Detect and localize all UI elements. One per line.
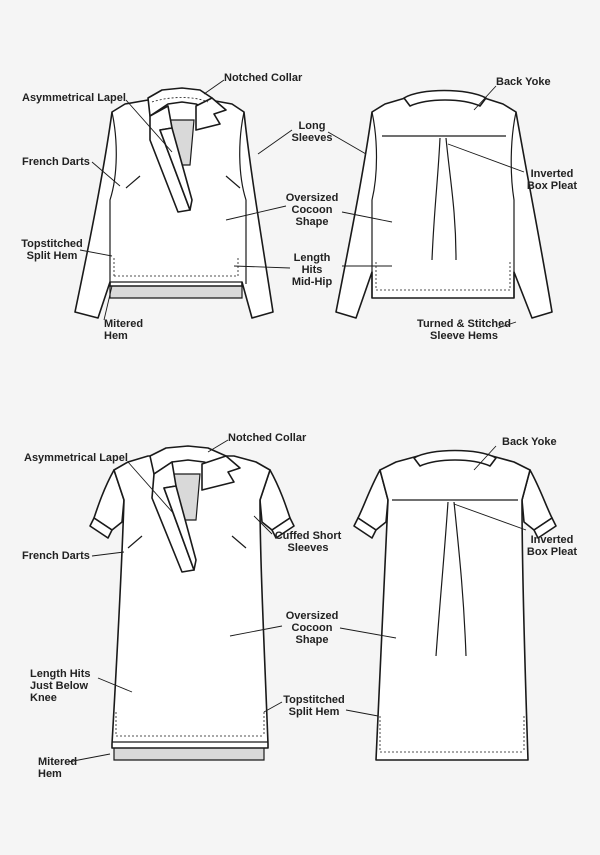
dress-front-drawing: [90, 446, 294, 760]
label-top-french-darts: French Darts: [22, 156, 90, 168]
label-top-sleeve-hems: Turned & Stitched Sleeve Hems: [417, 318, 511, 342]
label-top-long-sleeves: Long Sleeves: [291, 120, 333, 144]
label-top-back-yoke: Back Yoke: [496, 76, 551, 88]
label-dress-asymmetrical-lapel: Asymmetrical Lapel: [24, 452, 128, 464]
label-dress-french-darts: French Darts: [22, 550, 90, 562]
dress-back-drawing: [354, 451, 556, 761]
label-dress-topstitched-split-hem: Topstitched Split Hem: [283, 694, 345, 718]
label-top-notched-collar: Notched Collar: [224, 72, 303, 84]
label-dress-length: Length Hits Just Below Knee: [30, 668, 91, 704]
label-top-oversized-cocoon: Oversized Cocoon Shape: [285, 192, 339, 228]
label-dress-oversized-cocoon: Oversized Cocoon Shape: [285, 610, 339, 646]
label-dress-mitered-hem: Mitered Hem: [38, 756, 78, 780]
label-dress-cuffed-short-sleeves: Cuffed Short Sleeves: [274, 530, 342, 554]
label-dress-inverted-box-pleat: Inverted Box Pleat: [526, 534, 578, 558]
label-dress-notched-collar: Notched Collar: [228, 432, 307, 444]
label-top-length: Length Hits Mid-Hip: [291, 252, 333, 288]
top-front-drawing: [75, 88, 273, 318]
label-top-asymmetrical-lapel: Asymmetrical Lapel: [22, 92, 126, 104]
label-dress-back-yoke: Back Yoke: [502, 436, 557, 448]
top-back-drawing: [336, 91, 552, 319]
label-top-inverted-box-pleat: Inverted Box Pleat: [526, 168, 578, 192]
label-top-mitered-hem: Mitered Hem: [104, 318, 144, 342]
label-top-topstitched-split-hem: Topstitched Split Hem: [21, 238, 83, 262]
